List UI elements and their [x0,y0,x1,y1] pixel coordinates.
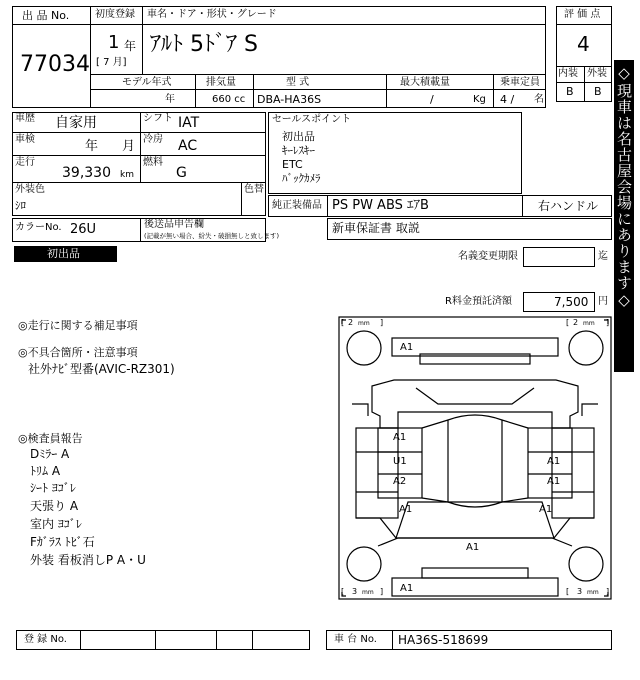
name-label: 車名・ドア・形状・グレード [147,9,277,20]
defect-item: 社外ﾅﾋﾞ型番(AVIC-RZ301) [28,362,175,376]
sales-points-label: セールスポイント [272,114,352,125]
mark-rear-panel: A1 [466,542,480,553]
side-banner [614,60,634,372]
divider [522,195,523,217]
tire-fl-value: 2 [348,318,354,327]
tire-rr-value: 3 [577,587,583,596]
tire-fl-unit: mm [358,320,370,327]
grade-value: 4 [577,32,590,56]
sales-point-item: ﾊﾞｯｸｶﾒﾗ [282,172,321,185]
type-label: 型 式 [286,77,310,88]
divider [142,6,143,24]
divider [90,74,546,75]
model-year-label: モデル年式 [122,77,172,88]
ac-value: AC [178,138,198,154]
inspector-item: ｼｰﾄ ﾖｺﾞﾚ [30,481,76,495]
divider [90,24,546,25]
tire-front-left [347,331,381,365]
load-label: 最大積載量 [400,77,450,88]
divider [584,66,585,102]
mark-rear-bumper: A1 [400,583,414,594]
grade-label: 評 価 点 [564,9,601,20]
equipment-value: PS PW ABS ｴｱB [332,198,429,213]
inspector-item: Fｶﾞﾗｽ ﾄﾋﾞ石 [30,535,95,549]
svg-text:]: ] [606,587,610,596]
tire-rl-value: 3 [352,587,358,596]
divider [241,182,242,216]
tire-front-right [569,331,603,365]
reg-year: 1 [108,32,120,53]
exterior-grade: B [594,85,602,98]
defects-title: ◎不具合箇所・注意事項 [18,346,138,359]
car-condition-diagram [338,316,612,600]
mileage-label: 走行 [15,157,35,168]
divider [327,195,328,217]
inspector-item: Dﾐﾗｰ A [30,447,70,461]
divider [252,630,253,650]
capacity-label: 乗車定員 [500,77,540,88]
divider [195,74,196,108]
divider [556,24,612,25]
inspector-item: 室内 ﾖｺﾞﾚ [30,517,82,531]
tire-fr-unit: mm [583,320,595,327]
mark-right-door-rear: A1 [547,476,561,487]
inspection-year: 年 [85,139,99,154]
divider [253,74,254,108]
divider [90,6,91,108]
rear-garnish [422,568,528,578]
mark-left-rear: A1 [399,504,413,515]
fuel-label: 燃料 [143,157,163,168]
type-value: DBA-HA36S [257,93,322,106]
divider [392,630,393,650]
capacity-unit: 名 [534,94,544,105]
svg-text:]: ] [606,318,610,327]
sales-point-item: 初出品 [282,130,315,143]
model-year-unit: 年 [165,94,175,105]
reg-year-unit: 年 [124,39,137,53]
front-bumper [392,338,558,356]
first-listing-text: 初出品 [47,247,80,260]
lot-label: 出 品 No. [22,9,70,22]
recycle-value: 7,500 [554,295,589,309]
retrofit-label: 後送品申告欄 [144,219,204,230]
inspector-item: 天張り A [30,499,79,513]
mark-front-bumper: A1 [400,342,414,353]
history-label: 車歴 [15,113,35,124]
divider [12,182,266,183]
color-no-label: カラーNo. [15,222,62,233]
divider [155,630,156,650]
inspection-month: 月 [122,139,136,154]
chassis-label: 車 台 No. [334,634,377,645]
interior-grade: B [566,85,574,98]
tire-rear-left [347,547,381,581]
load-unit: Kg [473,94,486,105]
divider [386,74,387,108]
svg-text:]: ] [380,318,384,327]
ac-label: 冷房 [143,134,163,145]
color-label: 外装色 [15,184,45,195]
mark-right-door-front: A1 [547,456,561,467]
mileage-unit: km [120,170,134,180]
inspection-label: 車検 [15,134,35,145]
displacement-value: 660 cc [212,94,246,105]
sales-point-item: ｷｰﾚｽｷｰ [282,144,315,157]
exterior-label: 外装 [587,68,607,79]
chassis-value: HA36S-518699 [398,633,489,647]
inspector-title: ◎検査員報告 [18,432,83,445]
tire-rear-right [569,547,603,581]
first-listing-badge [14,246,117,262]
displacement-label: 排気量 [206,77,236,88]
capacity-value: 4 / [500,93,515,106]
load-value: / [430,93,434,106]
color-no-value: 26U [70,222,97,237]
recycle-unit: 円 [598,296,608,307]
svg-text:]: ] [380,587,384,596]
recycle-label: R料金預託済額 [445,296,512,307]
shift-value: IAT [178,115,200,131]
mark-left-front-door: A1 [393,432,407,443]
inspector-item: 外装 看板消しP A・U [30,553,146,567]
reg-month: [ 7 月] [96,57,127,68]
history-value: 自家用 [55,115,97,131]
tire-rl-unit: mm [362,589,374,596]
steering-value: 右ハンドル [538,199,599,213]
fuel-value: G [176,165,187,181]
mark-left-a2: A2 [393,476,407,487]
mileage-value: 39,330 [62,165,111,181]
warranty-value: 新車保証書 取説 [332,221,420,235]
divider [90,89,546,90]
mark-right-rear: A1 [539,504,553,515]
side-banner-text: ◇現車は名古屋会場にあります◇ [615,64,633,310]
hood-line [416,388,534,404]
color-value: ｼﾛ [15,199,26,212]
divider [12,24,90,25]
right-side [552,428,594,518]
rear-bumper [392,578,558,596]
details-frame [12,112,266,216]
svg-text:[: [ [566,587,570,596]
divider [12,132,266,133]
tire-fr-value: 2 [573,318,579,327]
name-change-box [523,247,595,267]
divider [493,74,494,108]
inspector-item: ﾄﾘﾑ A [30,464,61,478]
reg-label: 初度登録 [95,9,135,20]
interior-label: 内装 [558,68,578,79]
driving-notes-title: ◎走行に関する補足事項 [18,319,138,332]
name-change-unit: 迄 [598,251,608,262]
equipment-label: 純正装備品 [272,200,322,211]
car-name: ｱﾙﾄ 5ﾄﾞｱ S [150,32,258,57]
name-change-label: 名義変更期限 [458,251,518,262]
fender-line [352,404,598,416]
divider [140,218,141,242]
lot-number: 77034 [20,52,90,77]
divider [142,24,143,74]
roof [448,415,502,507]
divider [80,630,81,650]
tire-label-fl: [ [341,318,345,327]
tire-rr-unit: mm [587,589,599,596]
color-change-label: 色替 [244,184,264,195]
divider [216,630,217,650]
svg-text:[: [ [341,587,345,596]
divider [140,112,141,182]
shift-label: シフト [143,113,173,124]
retrofit-note: (記載が無い場合、紛失・破損無しと致します) [144,232,280,240]
sales-point-item: ETC [282,158,303,171]
reg-no-label: 登 録 No. [24,634,67,645]
svg-text:[: [ [566,318,570,327]
divider [12,155,266,156]
mark-left-u1: U1 [393,456,407,467]
left-side [356,428,398,518]
